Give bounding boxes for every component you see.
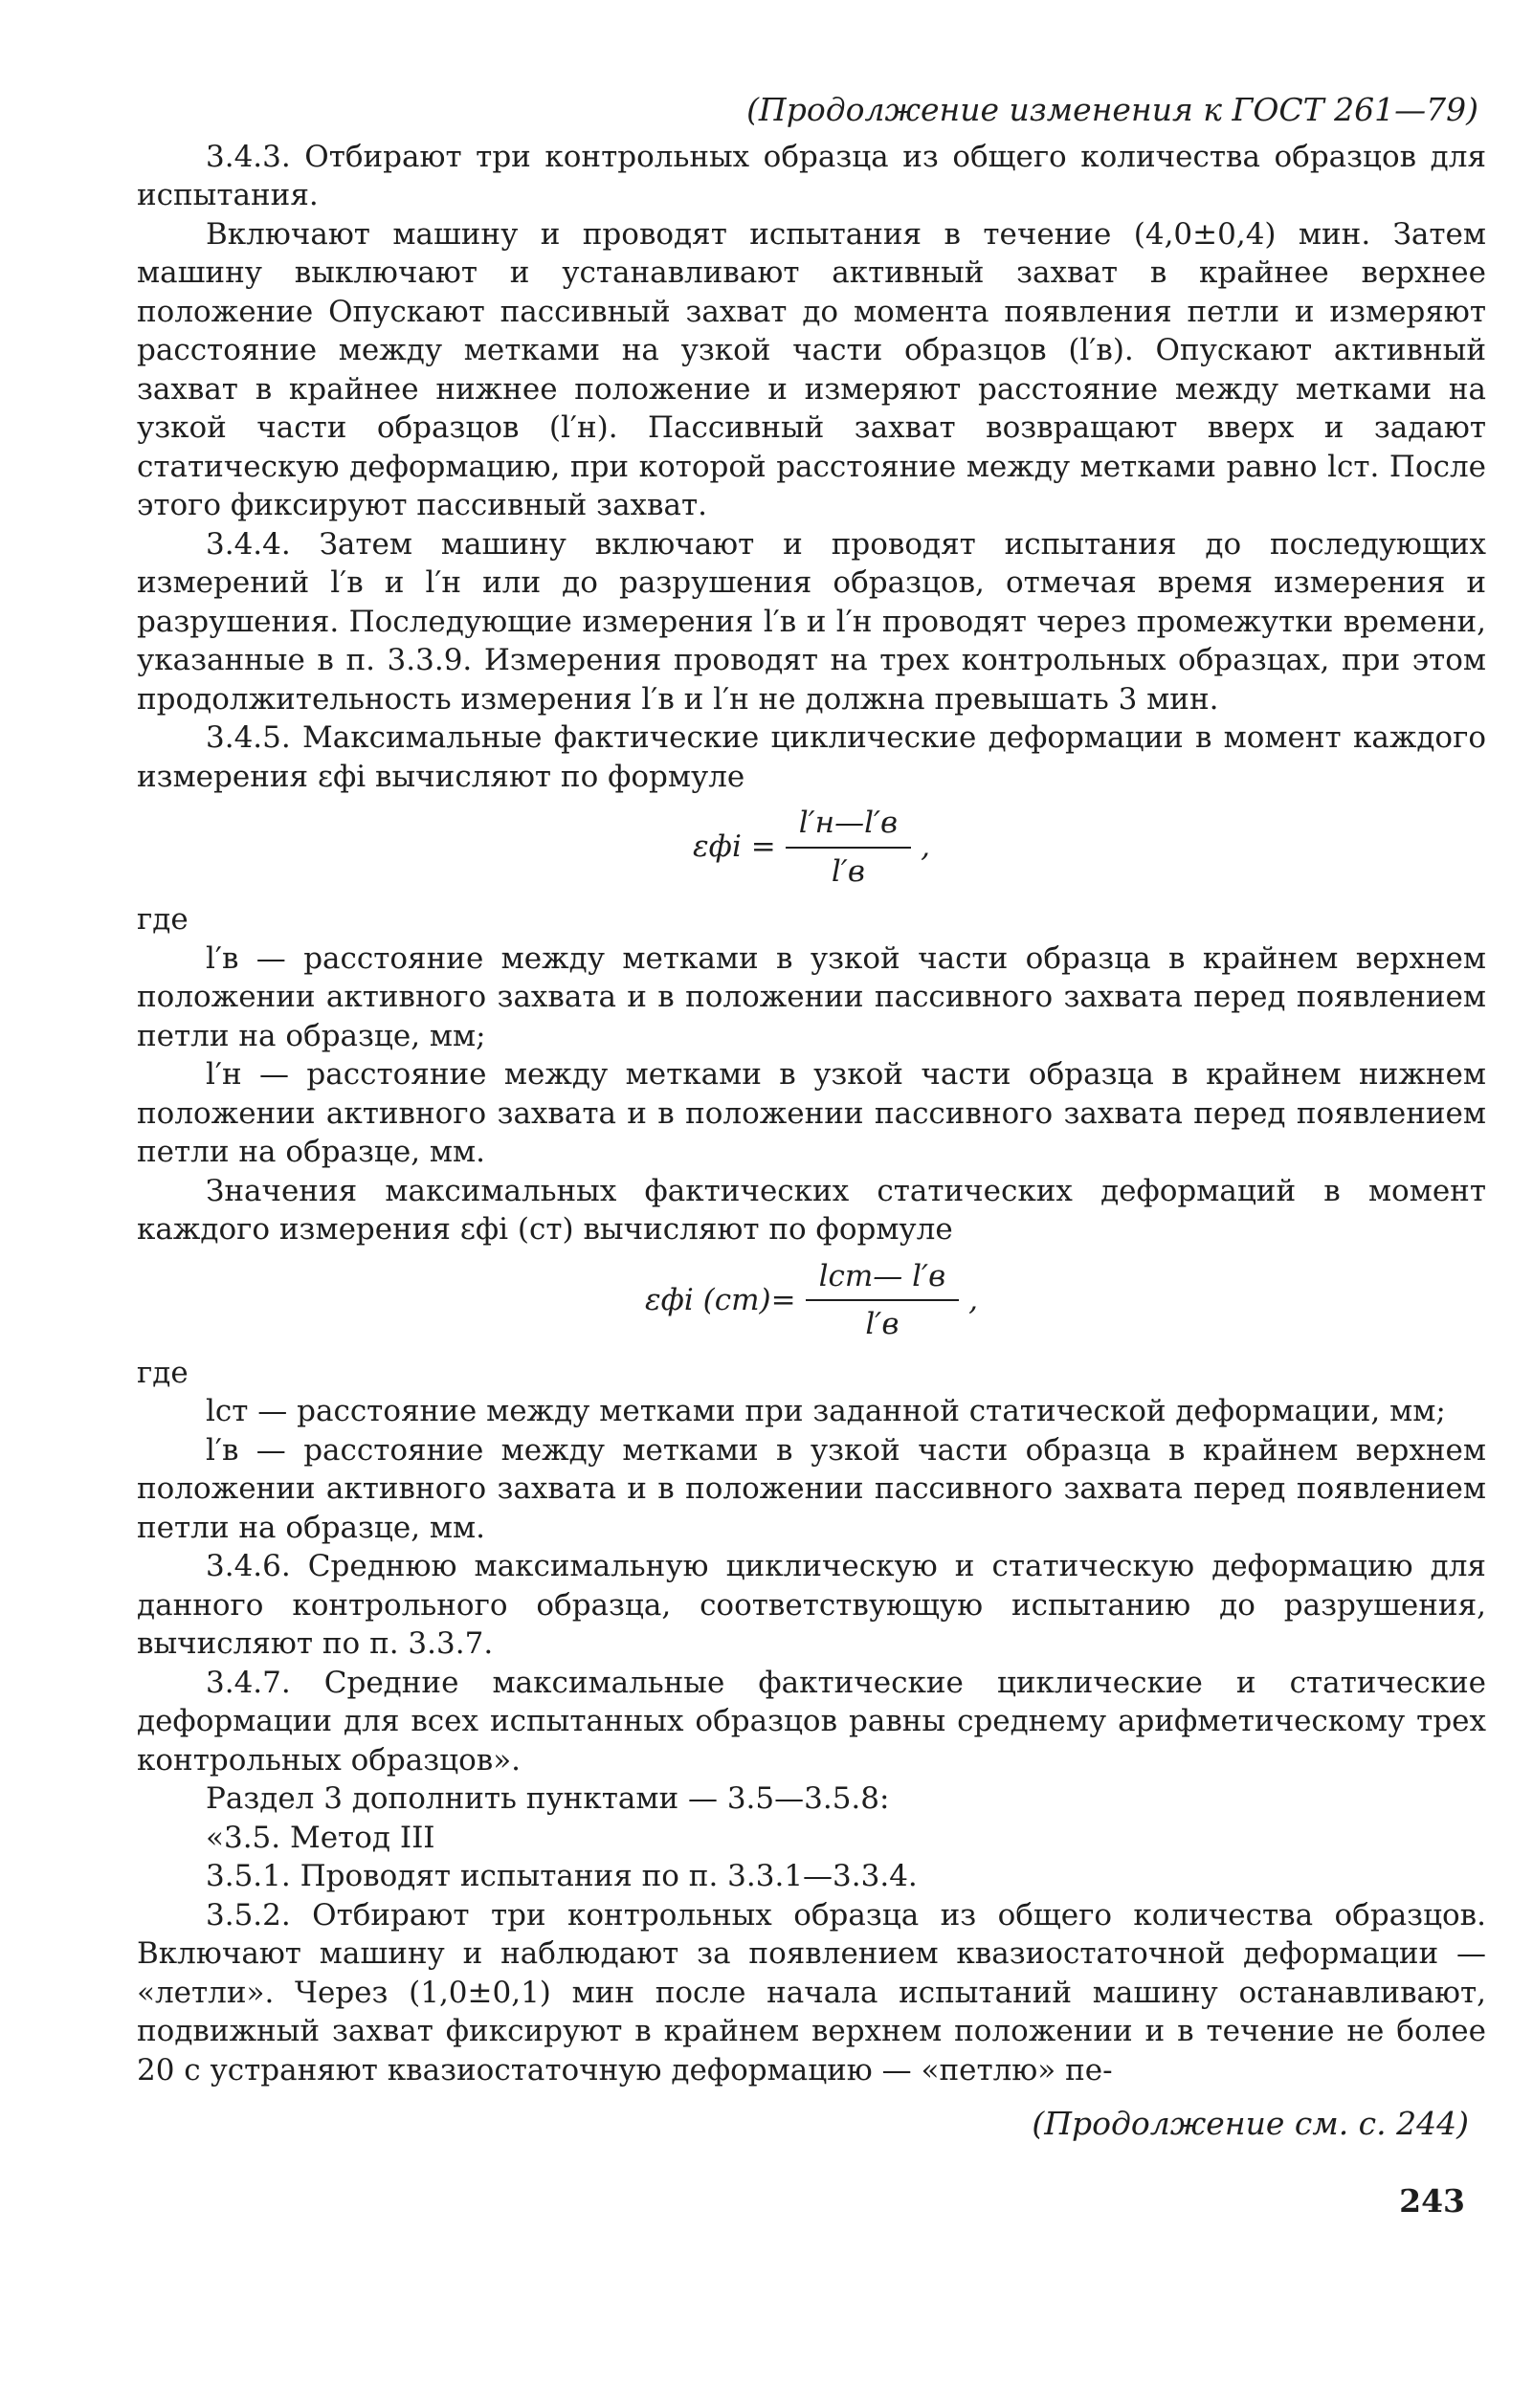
formula-numerator: l′н—l′в <box>798 806 899 840</box>
paragraph-static-values: Значения максимальных фактических статических деформаций в момент каждого измерения εфi (ст) вычисляют по формуле <box>137 1173 1486 1247</box>
formula-lhs: εфi = <box>693 829 776 865</box>
paragraph-section-3-addition: Раздел 3 дополнить пунктами — 3.5—3.5.8: <box>206 1781 890 1816</box>
definition-l-upper: l′в — расстояние между метками в узкой части образца в крайнем верхнем положении активного захвата и в положении пассивного захвата перед появлением петли на образце, мм; <box>137 940 1486 1053</box>
paragraph-3-4-4: 3.4.4. Затем машину включают и проводят испытания до последующих измерений l′в и l′н или до разрушения образцов, отмечая время измерения и разрушения. Последующие измерения l′в и l′н проводят через промежутки времени, указанные в п. 3.3.9. Измерения проводят на трех контрольных образцах, при этом продолжительность измерения l′в и l′н не должна превышать 3 мин. <box>137 526 1486 717</box>
paragraph-3-4-6: 3.4.6. Среднюю максимальную циклическую и статическую деформацию для данного контрольного образца, соответствующую испытанию до разрушения, вычисляют по п. 3.3.7. <box>137 1549 1486 1661</box>
where-label: где <box>137 1355 189 1390</box>
page-number: 243 <box>1399 2181 1465 2220</box>
paragraph-procedure: Включают машину и проводят испытания в течение (4,0±0,4) мин. Затем машину выключают и устанавливают активный захват в крайнее верхнее положение Опускают пассивный захват до момента появления петли и измеряют расстояние между метками на узкой части образцов (l′в). Опускают активный захват в крайнее нижнее положение и измеряют расстояние между метками на узкой части образцов (l′н). Пассивный захват возвращают вверх и задают статическую деформацию, при которой расстояние между метками равно lст. После этого фиксируют пассивный захват. <box>137 216 1486 522</box>
formula-fraction <box>786 804 911 891</box>
paragraph-3-5-2: 3.5.2. Отбирают три контрольных образца из общего количества образцов. Включают машину и наблюдают за появлением квазиостаточной деформации — «летли». Через (1,0±0,1) мин после начала испытаний машину останавливают, подвижный захват фиксируют в крайнем верхнем положении и в течение не более 20 с устраняют квазиостаточную деформацию — «петлю» пе- <box>137 1897 1486 2088</box>
definition-l-static: lст — расстояние между метками при заданной статической деформации, мм; <box>206 1394 1446 1428</box>
formula-cyclic-deformation <box>137 804 1486 891</box>
formula-tail: , <box>921 829 930 865</box>
definition-l-upper-2: l′в — расстояние между метками в узкой части образца в крайнем верхнем положении активного захвата и в положении пассивного захвата перед появлением петли на образце, мм. <box>137 1432 1486 1545</box>
formula-denominator: l′в <box>831 853 865 889</box>
continuation-note: (Продолжение см. с. 244) <box>1032 2105 1469 2142</box>
formula-static-deformation <box>137 1257 1486 1344</box>
formula-denominator: l′в <box>865 1307 900 1341</box>
where-label: где <box>137 902 189 937</box>
definition-l-lower: l′н — расстояние между метками в узкой части образца в крайнем нижнем положении активного захвата и в положении пассивного захвата перед появлением петли на образце, мм. <box>137 1057 1486 1169</box>
formula-numerator: lст— l′в <box>818 1258 946 1293</box>
paragraph-3-4-7: 3.4.7. Средние максимальные фактические циклические и статические деформации для всех испытанных образцов равны среднему арифметическому трех контрольных образцов». <box>137 1665 1486 1778</box>
paragraph-3-5-1: 3.5.1. Проводят испытания по п. 3.3.1—3.3.4. <box>206 1859 918 1893</box>
formula-tail: , <box>968 1282 978 1317</box>
document-page <box>137 91 1486 2220</box>
paragraph-method-3: «3.5. Метод III <box>206 1820 435 1855</box>
page-header: (Продолжение изменения к ГОСТ 261—79) <box>746 91 1478 128</box>
paragraph-3-4-5: 3.4.5. Максимальные фактические циклические деформации в момент каждого измерения εфi вычисляют по формуле <box>137 720 1486 794</box>
paragraph-3-4-3: 3.4.3. Отбирают три контрольных образца из общего количества образцов для испытания. <box>137 139 1486 212</box>
formula-lhs: εфi (ст)= <box>645 1282 796 1317</box>
formula-fraction <box>806 1257 960 1344</box>
